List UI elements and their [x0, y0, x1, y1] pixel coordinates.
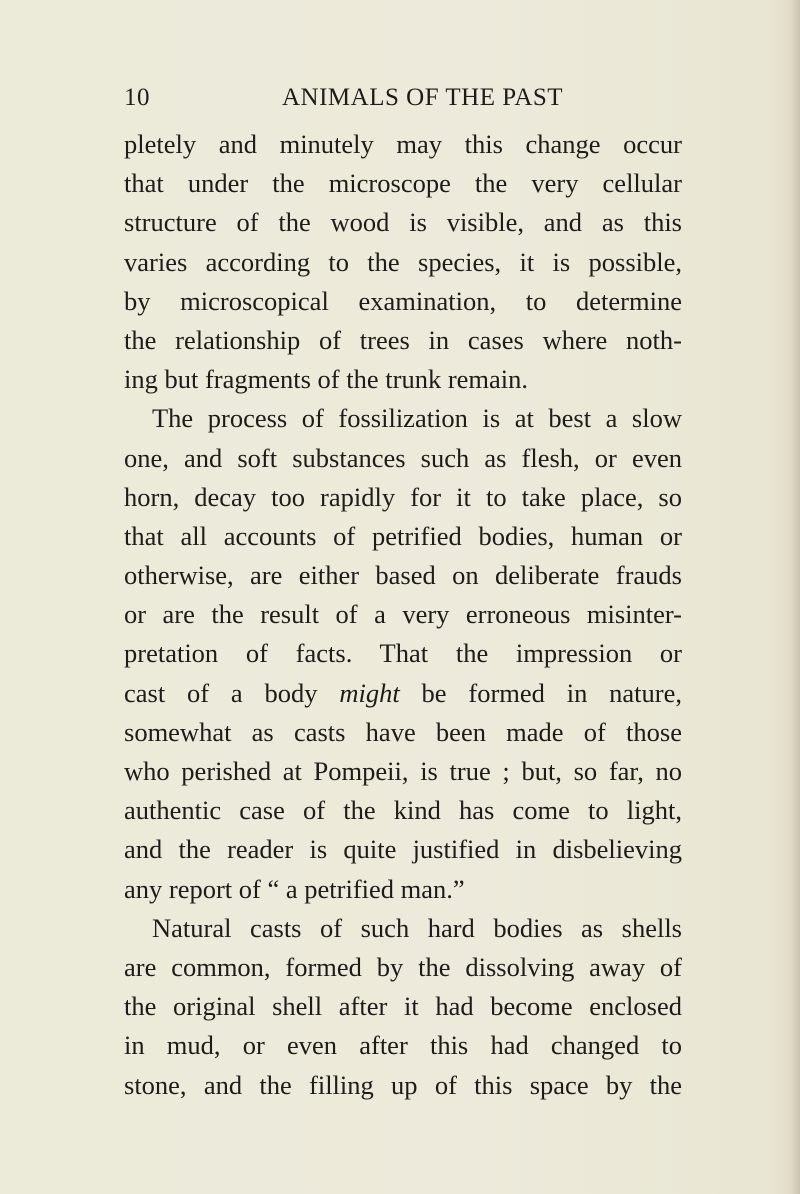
running-title: ANIMALS OF THE PAST: [282, 84, 564, 111]
running-head: [124, 84, 680, 120]
text-line: in mud, or even after this had changed to: [124, 1030, 682, 1061]
text-line: and the reader is quite justified in disbelieving: [124, 834, 682, 865]
text-segment: be formed in nature,: [421, 677, 682, 708]
page-edge-shadow: [790, 0, 800, 1194]
text-line: who perished at Pompeii, is true ; but, so far, no: [124, 756, 682, 786]
text-line: one, and soft substances such as flesh, or even: [124, 442, 682, 473]
text-line: pletely and minutely may this change occur: [124, 129, 682, 159]
italic-emphasis: might: [339, 677, 400, 708]
text-line: the relationship of trees in cases where noth-: [124, 324, 682, 355]
text-line: pretation of facts. That the impression or: [124, 638, 682, 669]
text-line: the original shell after it had become enclosed: [124, 991, 682, 1022]
body-text: [124, 125, 682, 1105]
text-line: Natural casts of such hard bodies as shells: [152, 912, 682, 943]
text-line: ing but fragments of the trunk remain.: [124, 364, 529, 395]
text-line: varies according to the species, it is possible,: [124, 246, 682, 277]
text-line: otherwise, are either based on deliberate frauds: [124, 560, 682, 591]
text-line: stone, and the filling up of this space by the: [124, 1069, 682, 1100]
text-line: that under the microscope the very cellular: [124, 168, 682, 199]
text-line: any report of “ a petrified man.”: [124, 873, 465, 904]
text-line: somewhat as casts have been made of those: [124, 716, 682, 747]
text-line: by microscopical examination, to determine: [124, 285, 682, 316]
text-line: authentic case of the kind has come to light,: [124, 795, 682, 826]
page-number: 10: [124, 84, 150, 111]
text-segment: cast of a body: [124, 677, 318, 708]
text-line: are common, formed by the dissolving away of: [124, 951, 682, 982]
text-line-mixed: [124, 674, 682, 713]
text-line: horn, decay too rapidly for it to take place, so: [124, 481, 682, 512]
text-line: structure of the wood is visible, and as this: [124, 207, 682, 238]
text-line: The process of fossilization is at best a slow: [152, 403, 682, 434]
text-line: that all accounts of petrified bodies, human or: [124, 520, 682, 551]
text-line: or are the result of a very erroneous misinter-: [124, 599, 682, 630]
